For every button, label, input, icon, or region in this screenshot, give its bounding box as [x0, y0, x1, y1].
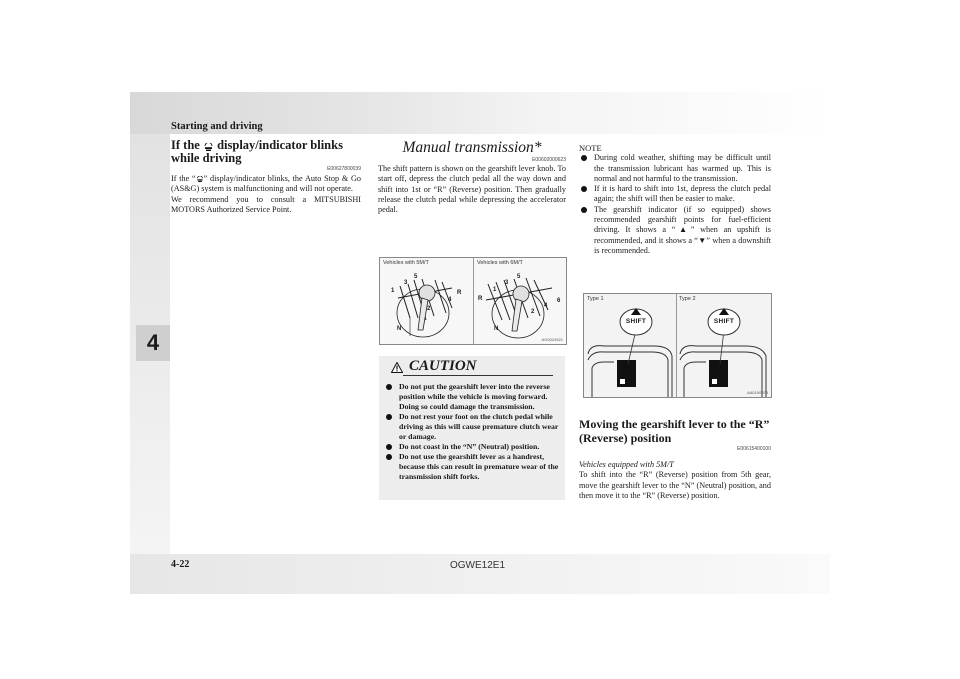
- gear-label: 6: [557, 298, 561, 304]
- list-item: Do not put the gearshift lever into the reverse position while the vehicle is moving forward. Doing so could damage the transmission.: [384, 382, 562, 412]
- caution-title: CAUTION: [409, 358, 477, 374]
- gear-label: 5: [414, 274, 418, 280]
- column-3: [579, 143, 771, 256]
- page-number: 4-22: [171, 559, 190, 570]
- auto-stop-off-icon: [196, 176, 204, 183]
- gear-label: 1: [493, 287, 497, 293]
- list-item: The gearshift indicator (if so equipped) shows recommended gearshift points for fuel-efficient driving. It shows a “▲” when an upshift is recommended, and it shows a “▼” when a downshift is recommended.: [579, 205, 771, 256]
- list-item: During cold weather, shifting may be difficult until the transmission lubricant has warmed up. This is normal and not harmful to the transmission.: [579, 153, 771, 184]
- side-band: [130, 134, 170, 594]
- sub-heading: Vehicles equipped with 5M/T: [579, 460, 674, 469]
- shift-pattern-figure: [379, 257, 567, 345]
- section-code: E00602000623: [532, 157, 566, 163]
- list-item: Do not rest your foot on the clutch pedal while driving as this will cause premature clutch wear or damage.: [384, 412, 562, 442]
- gear-label: 4: [544, 303, 548, 309]
- heading-text-post: display/indicator blinks while driving: [171, 138, 343, 165]
- paragraph: The shift pattern is shown on the gearshift lever knob. To start off, depress the clutch pedal all the way down and shift into 1st or “R” (Reverse) position. Then gradually release the clutch pedal while depressing the accelerator pedal.: [378, 164, 566, 215]
- gear-label: 4: [448, 297, 452, 303]
- paragraph: We recommend you to consult a MITSUBISHI MOTORS Authorized Service Point.: [171, 194, 361, 214]
- manual-transmission-heading: Manual transmission*: [402, 139, 542, 156]
- figure-code: AA0100878: [747, 390, 768, 395]
- shift-indicator-text: SHIFT: [625, 318, 647, 325]
- list-item: If it is hard to shift into 1st, depress the clutch pedal again; the shift will then be easier to make.: [579, 184, 771, 205]
- note-label: NOTE: [579, 143, 602, 153]
- figure-caption-5mt: Vehicles with 5M/T: [383, 260, 429, 266]
- shift-indicator-text: SHIFT: [713, 318, 735, 325]
- gear-label: R: [457, 290, 462, 296]
- gear-label: 3: [404, 280, 408, 286]
- figure-caption-type1: Type 1: [587, 296, 604, 302]
- figure-caption-type2: Type 2: [679, 296, 696, 302]
- column-1: [171, 139, 361, 215]
- list-item: Do not coast in the “N” (Neutral) position.: [384, 442, 562, 452]
- gear-label: 2: [427, 306, 431, 312]
- gear-label: 1: [391, 288, 395, 294]
- document-code: OGWE12E1: [450, 560, 506, 571]
- caution-rule: [403, 375, 553, 376]
- header-band-fade: [545, 92, 830, 134]
- note-list: [579, 153, 771, 256]
- section-code: E00615400100: [737, 446, 771, 452]
- warning-triangle-icon: [391, 360, 403, 378]
- reverse-heading: Moving the gearshift lever to the “R” (Reverse) position: [579, 417, 770, 445]
- figure-code: AG0024521: [541, 337, 563, 342]
- gear-label: N: [397, 326, 402, 332]
- instrument-cluster-illustration: [584, 294, 771, 397]
- shift-indicator-figure: [583, 293, 772, 398]
- gear-lever-6mt-illustration: [474, 258, 566, 344]
- auto-stop-heading: [171, 139, 361, 165]
- section-code: E00627800039: [327, 166, 361, 172]
- gear-label: N: [494, 326, 499, 332]
- auto-stop-off-icon: [203, 142, 214, 151]
- gear-label: 5: [517, 274, 521, 280]
- gear-label: 2: [531, 309, 535, 315]
- chapter-tab: 4: [136, 325, 170, 361]
- para-text-post: ” display/indicator blinks, the Auto Stop & Go (AS&G) system is malfunctioning and will not operate.: [171, 174, 361, 194]
- list-item: Do not use the gearshift lever as a handrest, because this can result in premature wear of the transmission shift forks.: [384, 452, 562, 482]
- figure-caption-6mt: Vehicles with 6M/T: [477, 260, 523, 266]
- reverse-section: [579, 417, 771, 501]
- gear-label: 3: [505, 280, 509, 286]
- para-text-pre: If the “: [171, 174, 196, 183]
- heading-text-pre: If the: [171, 138, 200, 152]
- caution-box: [379, 356, 565, 500]
- paragraph: To shift into the “R” (Reverse) position from 5th gear, move the gearshift lever to the “N” (Neutral) position, and then move it to the “R” (Reverse) position.: [579, 470, 771, 500]
- gear-lever-5mt-illustration: [380, 258, 473, 344]
- paragraph: [171, 174, 361, 195]
- gear-label: R: [478, 296, 483, 302]
- caution-list: [384, 382, 562, 482]
- section-title: Starting and driving: [171, 121, 263, 132]
- column-2: [378, 139, 566, 215]
